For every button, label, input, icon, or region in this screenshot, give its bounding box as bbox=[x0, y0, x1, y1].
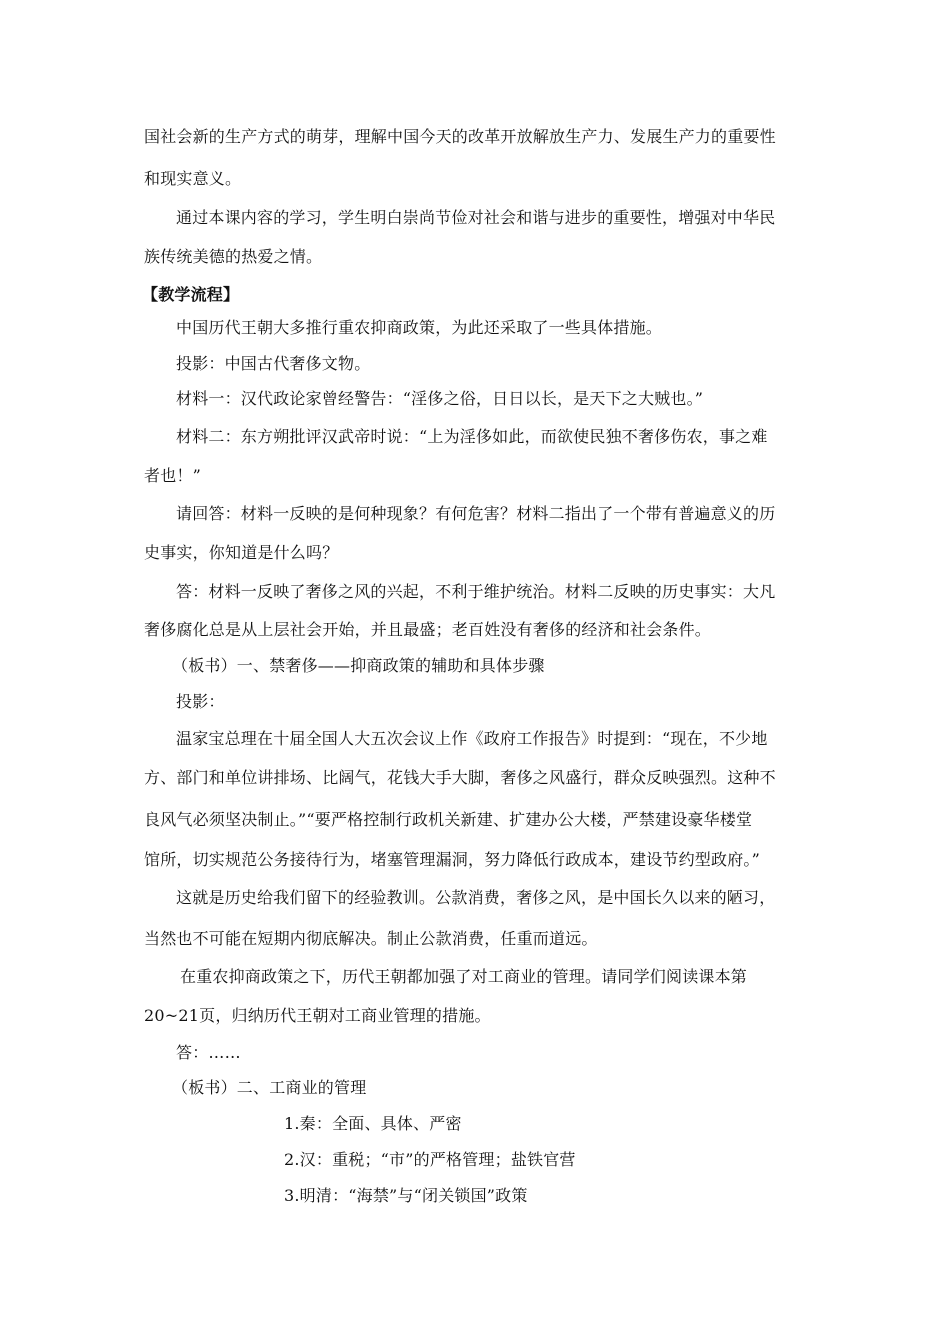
paragraph-line: 族传统美德的热爱之情。 bbox=[144, 247, 323, 266]
paragraph-line: 答：…… bbox=[176, 1043, 241, 1062]
list-item: 2.汉：重税；“市”的严格管理；盐铁官营 bbox=[284, 1150, 576, 1169]
paragraph-line: 当然也不可能在短期内彻底解决。制止公款消费，任重而道远。 bbox=[144, 929, 598, 948]
paragraph-line: 中国历代王朝大多推行重农抑商政策，为此还采取了一些具体措施。 bbox=[176, 318, 663, 337]
paragraph-line: 请回答：材料一反映的是何种现象？有何危害？材料二指出了一个带有普遍意义的历 bbox=[176, 504, 776, 523]
paragraph-line: 奢侈腐化总是从上层社会开始，并且最盛；老百姓没有奢侈的经济和社会条件。 bbox=[144, 620, 712, 639]
paragraph-line: 20~21页，归纳历代王朝对工商业管理的措施。 bbox=[144, 1006, 491, 1025]
paragraph-line: 国社会新的生产方式的萌芽，理解中国今天的改革开放解放生产力、发展生产力的重要性 bbox=[144, 127, 776, 146]
paragraph-line: 者也！” bbox=[144, 466, 201, 485]
paragraph-line: 材料一：汉代政论家曾经警告：“淫侈之俗，日日以长，是天下之大贼也。” bbox=[176, 389, 704, 408]
paragraph-line: 答：材料一反映了奢侈之风的兴起，不利于维护统治。材料二反映的历史事实：大凡 bbox=[176, 582, 776, 601]
list-item: 3.明清：“海禁”与“闭关锁国”政策 bbox=[284, 1186, 528, 1205]
paragraph-line: 方、部门和单位讲排场、比阔气，花钱大手大脚，奢侈之风盛行，群众反映强烈。这种不 bbox=[144, 768, 776, 787]
paragraph-line: 投影：中国古代奢侈文物。 bbox=[176, 354, 371, 373]
list-item: 1.秦：全面、具体、严密 bbox=[284, 1114, 462, 1133]
paragraph-line: 和现实意义。 bbox=[144, 169, 242, 188]
paragraph-line: 在重农抑商政策之下，历代王朝都加强了对工商业的管理。请同学们阅读课本第 bbox=[180, 967, 748, 986]
paragraph-line: 良风气必须坚决制止。”“要严格控制行政机关新建、扩建办公大楼，严禁建设豪华楼堂 bbox=[144, 810, 753, 829]
paragraph-line: 通过本课内容的学习，学生明白崇尚节俭对社会和谐与进步的重要性，增强对中华民 bbox=[176, 208, 776, 227]
paragraph-line: 史事实，你知道是什么吗？ bbox=[144, 543, 339, 562]
board-note: （板书）一、禁奢侈——抑商政策的辅助和具体步骤 bbox=[172, 656, 545, 675]
paragraph-line: 材料二：东方朔批评汉武帝时说：“上为淫侈如此，而欲使民独不奢侈伤农，事之难 bbox=[176, 427, 768, 446]
paragraph-line: 这就是历史给我们留下的经验教训。公款消费，奢侈之风，是中国长久以来的陋习， bbox=[176, 888, 776, 907]
paragraph-line: 温家宝总理在十届全国人大五次会议上作《政府工作报告》时提到：“现在，不少地 bbox=[176, 729, 768, 748]
section-heading: 【教学流程】 bbox=[142, 285, 240, 304]
board-note: （板书）二、工商业的管理 bbox=[172, 1078, 367, 1097]
paragraph-line: 馆所，切实规范公务接待行为，堵塞管理漏洞，努力降低行政成本，建设节约型政府。” bbox=[144, 850, 760, 869]
paragraph-line: 投影： bbox=[176, 692, 225, 711]
